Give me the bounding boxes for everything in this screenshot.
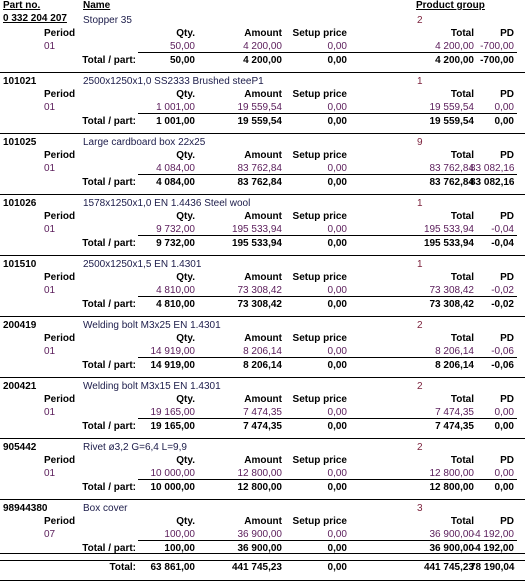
total-part-pd: 0,00 bbox=[494, 116, 514, 127]
part-name: 2500x1250x1,5 EN 1.4301 bbox=[83, 259, 202, 270]
amount-value: 36 900,00 bbox=[237, 529, 282, 540]
total-part-pd: 0,00 bbox=[494, 482, 514, 493]
total-part-total: 83 762,84 bbox=[429, 177, 474, 188]
total-label: Total bbox=[450, 28, 474, 39]
total-part-qty: 4 810,00 bbox=[156, 299, 195, 310]
amount-label: Amount bbox=[244, 516, 282, 527]
subtotal-divider bbox=[138, 296, 517, 297]
pd-value: 0,00 bbox=[494, 407, 514, 418]
setup-value: 0,00 bbox=[327, 529, 347, 540]
period-label: Period bbox=[44, 211, 76, 222]
total-label: Total bbox=[450, 272, 474, 283]
amount-label: Amount bbox=[244, 394, 282, 405]
qty-value: 4 810,00 bbox=[156, 285, 195, 296]
total-label: Total bbox=[450, 211, 474, 222]
period-label: Period bbox=[44, 28, 76, 39]
part-number: 200419 bbox=[3, 320, 37, 331]
amount-value: 8 206,14 bbox=[243, 346, 282, 357]
setup-label: Setup price bbox=[292, 516, 347, 527]
total-value: 7 474,35 bbox=[435, 407, 474, 418]
product-group: 2 bbox=[417, 381, 423, 392]
part-name: Rivet ø3,2 G=6,4 L=9,9 bbox=[83, 442, 187, 453]
product-group: 3 bbox=[417, 503, 423, 514]
total-label: Total bbox=[450, 394, 474, 405]
period-label: Period bbox=[44, 150, 76, 161]
product-group: 9 bbox=[417, 137, 423, 148]
part-name: Stopper 35 bbox=[83, 15, 132, 26]
total-part-setup: 0,00 bbox=[327, 543, 347, 554]
product-group: 1 bbox=[417, 259, 423, 270]
subtotal-divider bbox=[138, 52, 517, 53]
total-part-qty: 14 919,00 bbox=[150, 360, 195, 371]
part-number: 905442 bbox=[3, 442, 37, 453]
part-section bbox=[0, 12, 525, 73]
qty-value: 50,00 bbox=[169, 41, 195, 52]
total-part-setup: 0,00 bbox=[327, 238, 347, 249]
qty-value: 10 000,00 bbox=[150, 468, 195, 479]
pd-label: PD bbox=[500, 211, 514, 222]
part-name: Box cover bbox=[83, 503, 128, 514]
part-number: 200421 bbox=[3, 381, 37, 392]
setup-label: Setup price bbox=[292, 333, 347, 344]
total-part-label: Total / part: bbox=[82, 116, 136, 127]
total-label: Total bbox=[450, 455, 474, 466]
setup-value: 0,00 bbox=[327, 468, 347, 479]
pd-label: PD bbox=[500, 516, 514, 527]
total-part-setup: 0,00 bbox=[327, 421, 347, 432]
qty-value: 19 165,00 bbox=[150, 407, 195, 418]
subtotal-divider bbox=[138, 357, 517, 358]
part-section bbox=[0, 378, 525, 439]
grand-total-row bbox=[0, 553, 525, 581]
header-product-group: Product group bbox=[416, 0, 485, 11]
total-part-total: 73 308,42 bbox=[429, 299, 474, 310]
total-value: 8 206,14 bbox=[435, 346, 474, 357]
header-name: Name bbox=[83, 0, 111, 11]
total-part-label: Total / part: bbox=[82, 543, 136, 554]
pd-label: PD bbox=[500, 455, 514, 466]
qty-label: Qty. bbox=[176, 28, 195, 39]
qty-value: 100,00 bbox=[164, 529, 195, 540]
part-name: 1578x1250x1,0 EN 1.4436 Steel wool bbox=[83, 198, 251, 209]
total-part-qty: 50,00 bbox=[169, 55, 195, 66]
period-value: 01 bbox=[44, 468, 56, 479]
total-part-amount: 19 559,54 bbox=[237, 116, 282, 127]
grand-qty: 63 861,00 bbox=[150, 562, 195, 573]
qty-value: 9 732,00 bbox=[156, 224, 195, 235]
header-part-no: Part no. bbox=[3, 0, 41, 11]
total-part-pd: 0,00 bbox=[494, 421, 514, 432]
total-part-setup: 0,00 bbox=[327, 177, 347, 188]
total-part-qty: 4 084,00 bbox=[156, 177, 195, 188]
amount-value: 4 200,00 bbox=[243, 41, 282, 52]
part-number: 0 332 204 207 bbox=[3, 13, 67, 24]
total-label: Total bbox=[450, 89, 474, 100]
total-part-setup: 0,00 bbox=[327, 55, 347, 66]
qty-label: Qty. bbox=[176, 516, 195, 527]
subtotal-divider bbox=[138, 479, 517, 480]
setup-value: 0,00 bbox=[327, 224, 347, 235]
product-group: 1 bbox=[417, 76, 423, 87]
part-sections bbox=[0, 12, 525, 561]
grand-total-label: Total: bbox=[109, 562, 136, 573]
part-section bbox=[0, 317, 525, 378]
part-section bbox=[0, 439, 525, 500]
part-number: 101510 bbox=[3, 259, 37, 270]
amount-label: Amount bbox=[244, 455, 282, 466]
subtotal-divider bbox=[138, 418, 517, 419]
total-part-amount: 12 800,00 bbox=[237, 482, 282, 493]
product-group: 2 bbox=[417, 320, 423, 331]
setup-value: 0,00 bbox=[327, 407, 347, 418]
qty-value: 4 084,00 bbox=[156, 163, 195, 174]
setup-label: Setup price bbox=[292, 28, 347, 39]
period-label: Period bbox=[44, 455, 76, 466]
period-label: Period bbox=[44, 333, 76, 344]
amount-label: Amount bbox=[244, 28, 282, 39]
total-part-setup: 0,00 bbox=[327, 482, 347, 493]
total-part-total: 195 533,94 bbox=[423, 238, 474, 249]
total-part-total: 19 559,54 bbox=[429, 116, 474, 127]
subtotal-divider bbox=[138, 235, 517, 236]
total-part-pd: -0,04 bbox=[491, 238, 514, 249]
part-name: 2500x1250x1,0 SS2333 Brushed steeP1 bbox=[83, 76, 264, 87]
total-part-label: Total / part: bbox=[82, 299, 136, 310]
total-part-label: Total / part: bbox=[82, 238, 136, 249]
qty-label: Qty. bbox=[176, 272, 195, 283]
grand-setup: 0,00 bbox=[327, 562, 347, 573]
period-label: Period bbox=[44, 89, 76, 100]
total-part-pd: 83 082,16 bbox=[470, 177, 515, 188]
amount-label: Amount bbox=[244, 333, 282, 344]
total-part-qty: 19 165,00 bbox=[150, 421, 195, 432]
grand-total: 441 745,23 bbox=[423, 562, 474, 573]
period-label: Period bbox=[44, 272, 76, 283]
total-label: Total bbox=[450, 516, 474, 527]
total-part-amount: 195 533,94 bbox=[231, 238, 282, 249]
pd-label: PD bbox=[500, 150, 514, 161]
pd-value: -4 192,00 bbox=[471, 529, 514, 540]
total-part-qty: 100,00 bbox=[164, 543, 195, 554]
total-part-total: 4 200,00 bbox=[435, 55, 474, 66]
amount-value: 7 474,35 bbox=[243, 407, 282, 418]
total-part-qty: 9 732,00 bbox=[156, 238, 195, 249]
amount-value: 12 800,00 bbox=[237, 468, 282, 479]
total-part-pd: -0,06 bbox=[491, 360, 514, 371]
period-value: 01 bbox=[44, 163, 56, 174]
setup-value: 0,00 bbox=[327, 102, 347, 113]
subtotal-divider bbox=[138, 174, 517, 175]
product-group: 1 bbox=[417, 198, 423, 209]
total-value: 195 533,94 bbox=[423, 224, 474, 235]
product-group: 2 bbox=[417, 15, 423, 26]
total-part-amount: 83 762,84 bbox=[237, 177, 282, 188]
amount-label: Amount bbox=[244, 150, 282, 161]
total-value: 73 308,42 bbox=[429, 285, 474, 296]
pd-value: -0,02 bbox=[491, 285, 514, 296]
total-label: Total bbox=[450, 333, 474, 344]
total-part-setup: 0,00 bbox=[327, 360, 347, 371]
part-section bbox=[0, 195, 525, 256]
qty-label: Qty. bbox=[176, 455, 195, 466]
setup-value: 0,00 bbox=[327, 163, 347, 174]
pd-label: PD bbox=[500, 28, 514, 39]
pd-label: PD bbox=[500, 394, 514, 405]
setup-label: Setup price bbox=[292, 455, 347, 466]
period-value: 01 bbox=[44, 407, 56, 418]
part-name: Large cardboard box 22x25 bbox=[83, 137, 206, 148]
period-value: 01 bbox=[44, 346, 56, 357]
total-part-amount: 8 206,14 bbox=[243, 360, 282, 371]
period-value: 01 bbox=[44, 102, 56, 113]
total-label: Total bbox=[450, 150, 474, 161]
grand-pd: 78 190,04 bbox=[470, 562, 515, 573]
total-value: 19 559,54 bbox=[429, 102, 474, 113]
period-label: Period bbox=[44, 394, 76, 405]
setup-label: Setup price bbox=[292, 150, 347, 161]
total-part-total: 12 800,00 bbox=[429, 482, 474, 493]
part-number: 98944380 bbox=[3, 503, 48, 514]
total-part-label: Total / part: bbox=[82, 55, 136, 66]
subtotal-divider bbox=[138, 113, 517, 114]
amount-value: 195 533,94 bbox=[231, 224, 282, 235]
total-value: 12 800,00 bbox=[429, 468, 474, 479]
setup-value: 0,00 bbox=[327, 346, 347, 357]
total-part-pd: -0,02 bbox=[491, 299, 514, 310]
period-label: Period bbox=[44, 516, 76, 527]
qty-value: 1 001,00 bbox=[156, 102, 195, 113]
total-part-pd: -700,00 bbox=[480, 55, 514, 66]
period-value: 01 bbox=[44, 224, 56, 235]
pd-value: -0,04 bbox=[491, 224, 514, 235]
subtotal-divider bbox=[138, 540, 517, 541]
qty-value: 14 919,00 bbox=[150, 346, 195, 357]
total-part-label: Total / part: bbox=[82, 482, 136, 493]
setup-label: Setup price bbox=[292, 89, 347, 100]
setup-label: Setup price bbox=[292, 394, 347, 405]
qty-label: Qty. bbox=[176, 211, 195, 222]
product-group: 2 bbox=[417, 442, 423, 453]
pd-value: 0,00 bbox=[494, 468, 514, 479]
pd-label: PD bbox=[500, 333, 514, 344]
total-part-label: Total / part: bbox=[82, 177, 136, 188]
total-value: 4 200,00 bbox=[435, 41, 474, 52]
amount-label: Amount bbox=[244, 89, 282, 100]
setup-value: 0,00 bbox=[327, 285, 347, 296]
total-part-total: 36 900,00 bbox=[429, 543, 474, 554]
period-value: 01 bbox=[44, 41, 56, 52]
total-part-amount: 36 900,00 bbox=[237, 543, 282, 554]
total-value: 83 762,84 bbox=[429, 163, 474, 174]
setup-value: 0,00 bbox=[327, 41, 347, 52]
total-part-qty: 1 001,00 bbox=[156, 116, 195, 127]
setup-label: Setup price bbox=[292, 211, 347, 222]
total-value: 36 900,00 bbox=[429, 529, 474, 540]
part-name: Welding bolt M3x25 EN 1.4301 bbox=[83, 320, 221, 331]
qty-label: Qty. bbox=[176, 89, 195, 100]
part-name: Welding bolt M3x15 EN 1.4301 bbox=[83, 381, 221, 392]
part-number: 101021 bbox=[3, 76, 37, 87]
total-part-setup: 0,00 bbox=[327, 299, 347, 310]
part-number: 101025 bbox=[3, 137, 37, 148]
period-value: 07 bbox=[44, 529, 56, 540]
amount-value: 73 308,42 bbox=[237, 285, 282, 296]
period-value: 01 bbox=[44, 285, 56, 296]
pd-label: PD bbox=[500, 272, 514, 283]
total-part-label: Total / part: bbox=[82, 360, 136, 371]
pd-value: -700,00 bbox=[480, 41, 514, 52]
setup-label: Setup price bbox=[292, 272, 347, 283]
pd-value: 0,00 bbox=[494, 102, 514, 113]
amount-label: Amount bbox=[244, 272, 282, 283]
total-part-amount: 4 200,00 bbox=[243, 55, 282, 66]
amount-value: 19 559,54 bbox=[237, 102, 282, 113]
grand-amount: 441 745,23 bbox=[231, 562, 282, 573]
total-part-amount: 73 308,42 bbox=[237, 299, 282, 310]
total-part-amount: 7 474,35 bbox=[243, 421, 282, 432]
total-part-pd: -4 192,00 bbox=[471, 543, 514, 554]
total-part-qty: 10 000,00 bbox=[150, 482, 195, 493]
pd-value: -0,06 bbox=[491, 346, 514, 357]
part-number: 101026 bbox=[3, 198, 37, 209]
part-section bbox=[0, 73, 525, 134]
part-section bbox=[0, 256, 525, 317]
part-section bbox=[0, 134, 525, 195]
amount-label: Amount bbox=[244, 211, 282, 222]
total-part-label: Total / part: bbox=[82, 421, 136, 432]
total-part-total: 8 206,14 bbox=[435, 360, 474, 371]
total-part-total: 7 474,35 bbox=[435, 421, 474, 432]
total-part-setup: 0,00 bbox=[327, 116, 347, 127]
pd-label: PD bbox=[500, 89, 514, 100]
amount-value: 83 762,84 bbox=[237, 163, 282, 174]
qty-label: Qty. bbox=[176, 150, 195, 161]
qty-label: Qty. bbox=[176, 333, 195, 344]
pd-value: 83 082,16 bbox=[470, 163, 515, 174]
part-section bbox=[0, 500, 525, 561]
qty-label: Qty. bbox=[176, 394, 195, 405]
